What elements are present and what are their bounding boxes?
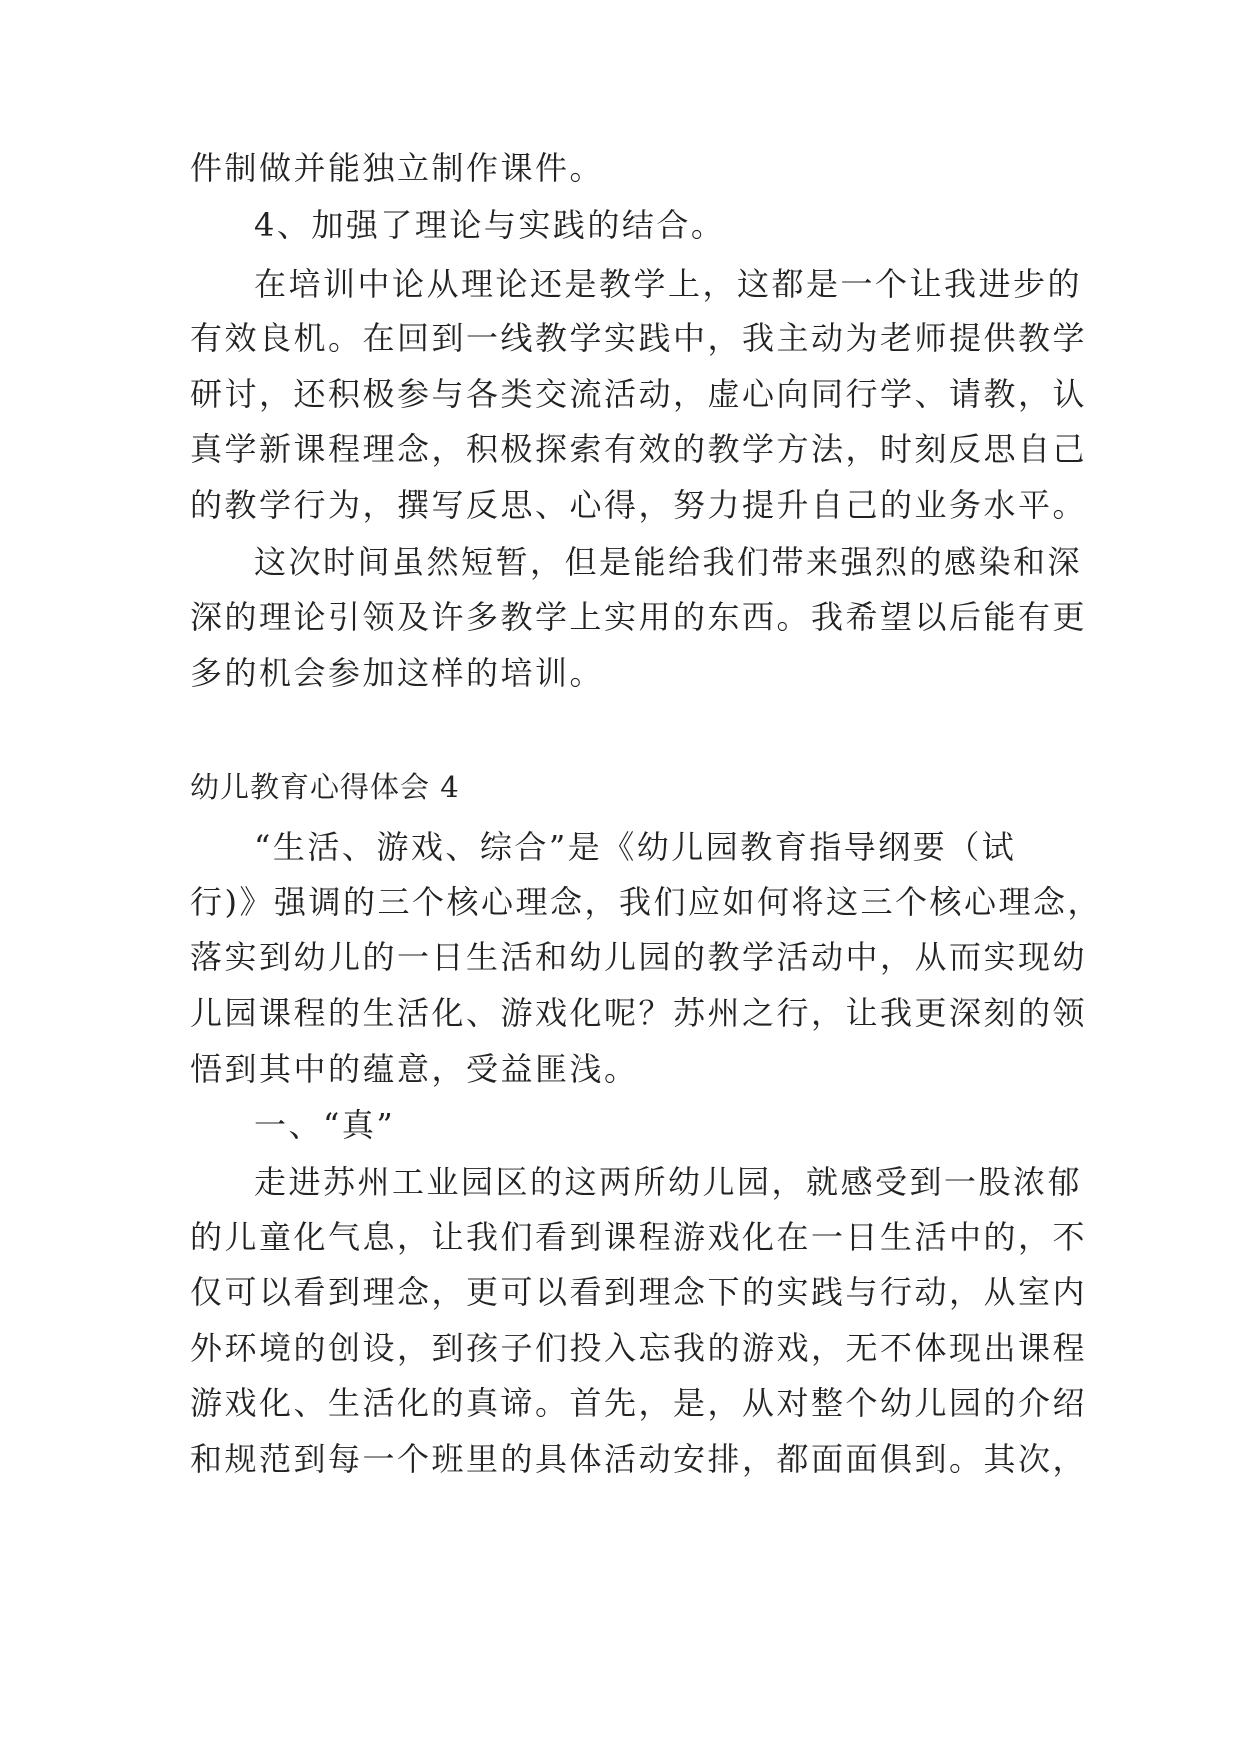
paragraph-line: 在培训中论从理论还是教学上，这都是一个让我进步的 — [254, 265, 1083, 303]
paragraph-line: 儿园课程的生活化、游戏化呢？苏州之行，让我更深刻的领 — [190, 994, 1088, 1032]
paragraph-line: 有效良机。在回到一线教学实践中，我主动为老师提供教学 — [190, 319, 1088, 357]
paragraph-line: 真学新课程理念，积极探索有效的教学方法，时刻反思自己 — [190, 430, 1088, 468]
paragraph-line: 深的理论引领及许多教学上实用的东西。我希望以后能有更 — [190, 598, 1088, 636]
subsection-heading: 一、“真” — [254, 1106, 396, 1144]
paragraph-line: 行)》强调的三个核心理念，我们应如何将这三个核心理念， — [190, 883, 1102, 921]
paragraph-line: 的儿童化气息，让我们看到课程游戏化在一日生活中的，不 — [190, 1218, 1088, 1256]
paragraph-line: 这次时间虽然短暂，但是能给我们带来强烈的感染和深 — [254, 543, 1083, 581]
paragraph-line: 多的机会参加这样的培训。 — [190, 654, 605, 692]
paragraph-line: 落实到幼儿的一日生活和幼儿园的教学活动中，从而实现幼 — [190, 938, 1088, 976]
paragraph-line: 仅可以看到理念，更可以看到理念下的实践与行动，从室内 — [190, 1273, 1088, 1311]
section-heading: 幼儿教育心得体会 4 — [190, 770, 460, 804]
paragraph-line: 件制做并能独立制作课件。 — [190, 149, 605, 187]
paragraph-line: 悟到其中的蕴意，受益匪浅。 — [190, 1050, 639, 1088]
numbered-point-heading: 4、加强了理论与实践的结合。 — [254, 206, 726, 244]
paragraph-line: 和规范到每一个班里的具体活动安排，都面面俱到。其次， — [190, 1440, 1088, 1478]
paragraph-line: 外环境的创设，到孩子们投入忘我的游戏，无不体现出课程 — [190, 1329, 1088, 1367]
paragraph-line: 游戏化、生活化的真谛。首先，是，从对整个幼儿园的介绍 — [190, 1384, 1088, 1422]
paragraph-line: “生活、游戏、综合”是《幼儿园教育指导纲要（试 — [254, 828, 1017, 866]
paragraph-line: 的教学行为，撰写反思、心得，努力提升自己的业务水平。 — [190, 486, 1088, 524]
paragraph-line: 走进苏州工业园区的这两所幼儿园，就感受到一股浓郁 — [254, 1163, 1083, 1201]
paragraph-line: 研讨，还积极参与各类交流活动，虚心向同行学、请教，认 — [190, 375, 1088, 413]
